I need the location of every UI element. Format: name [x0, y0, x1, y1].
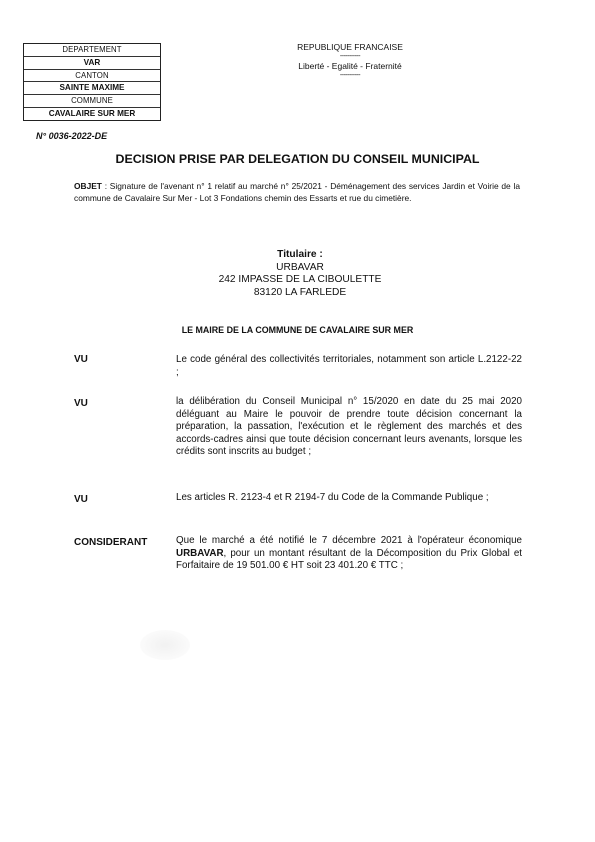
considerant-company: URBAVAR	[176, 547, 224, 559]
clause-text-considerant	[176, 535, 522, 573]
clause-key-vu-2: VU	[74, 398, 88, 409]
titulaire-block	[150, 249, 450, 299]
dept-value-var: VAR	[24, 57, 160, 70]
decision-reference: N° 0036-2022-DE	[36, 131, 108, 141]
titulaire-address-2: 83120 LA FARLEDE	[253, 286, 347, 298]
maire-heading: LE MAIRE DE LA COMMUNE DE CAVALAIRE SUR MER	[181, 325, 414, 335]
clause-key-considerant: CONSIDERANT	[74, 537, 148, 548]
republic-motto: Liberté - Egalité - Fraternité	[298, 61, 402, 71]
clause-text-1: Le code général des collectivités territoriales, notamment son article L.2122-22 ;	[176, 354, 522, 378]
republic-separator-2: -----------	[339, 72, 361, 79]
considerant-text-before: Que le marché a été notifié le 7 décembre 2021 à l'opérateur économique	[176, 535, 522, 546]
department-box	[23, 43, 161, 121]
scan-smudge	[140, 630, 190, 660]
titulaire-heading: Titulaire :	[277, 249, 323, 260]
objet-paragraph	[74, 181, 520, 204]
clause-key-vu-3: VU	[74, 494, 88, 505]
considerant-text-after: , pour un montant résultant de la Décomposition du Prix Global et Forfaitaire de 19 501.00 € HT soit 23 401.20 € TTC ;	[176, 547, 522, 572]
republic-header	[280, 42, 420, 80]
objet-text: : Signature de l'avenant n° 1 relatif au marché n° 25/2021 - Déménagement des services Jardin et Voirie de la commune de Cavalaire Sur Mer - Lot 3 Fondations chemin des Essarts et rue du cimetière.	[74, 181, 520, 203]
titulaire-address-1: 242 IMPASSE DE LA CIBOULETTE	[218, 274, 382, 286]
titulaire-name: URBAVAR	[276, 261, 324, 273]
clause-key-vu-1: VU	[74, 354, 88, 365]
objet-label: OBJET	[74, 181, 102, 191]
clause-text-2: la délibération du Conseil Municipal n° 15/2020 en date du 25 mai 2020 déléguant au Maire le pouvoir de prendre toute décision concernant la préparation, la passation, l'exécution et le règlement des marchés et des accords-cadres ainsi que toute décision concernant leurs avenants, lorsque les crédits sont inscrits au budget ;	[176, 396, 522, 458]
dept-label-departement: DEPARTEMENT	[24, 44, 160, 57]
clause-text-3: Les articles R. 2123-4 et R 2194-7 du Code de la Commande Publique ;	[176, 492, 489, 503]
document-title: DECISION PRISE PAR DELEGATION DU CONSEIL MUNICIPAL	[115, 152, 480, 166]
dept-value-sainte-maxime: SAINTE MAXIME	[24, 82, 160, 95]
dept-value-cavalaire: CAVALAIRE SUR MER	[48, 108, 136, 118]
republic-separator-1: -----------	[339, 53, 361, 60]
dept-label-commune: COMMUNE	[24, 95, 160, 108]
republic-title: REPUBLIQUE FRANCAISE	[297, 42, 403, 52]
dept-label-canton: CANTON	[24, 70, 160, 83]
